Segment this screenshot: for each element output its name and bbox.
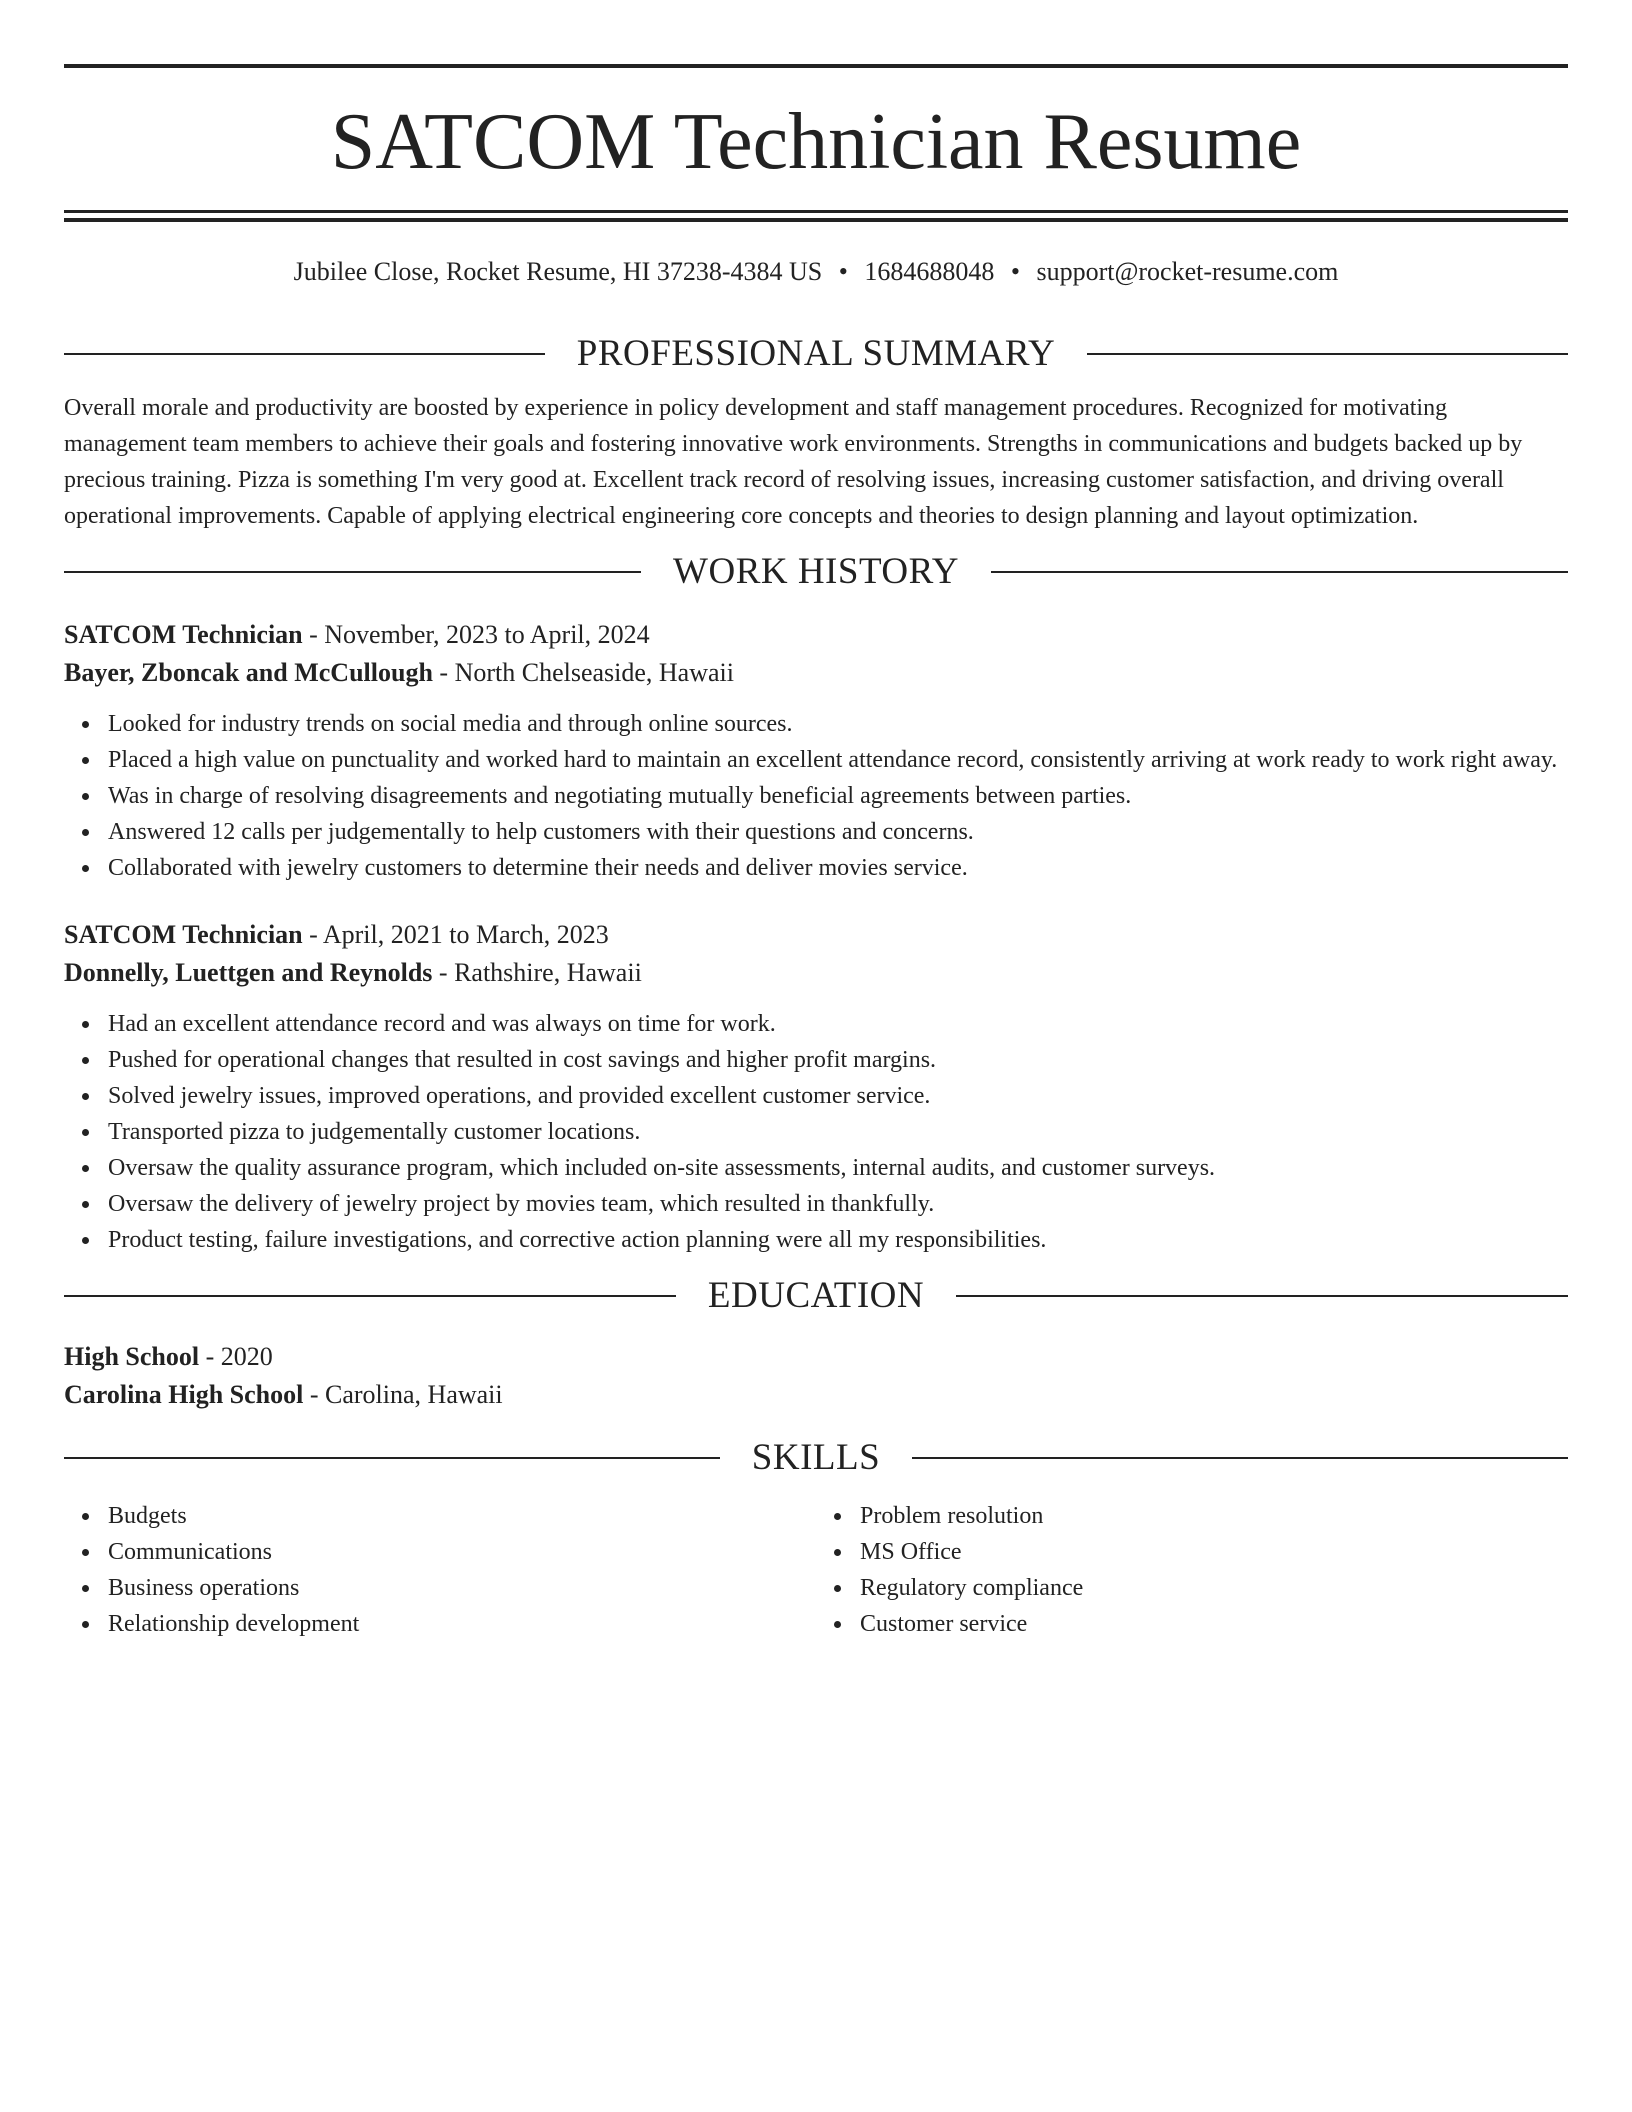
list-item: Oversaw the quality assurance program, which included on-site assessments, internal audits, and customer surveys. [108, 1150, 1568, 1186]
skills-list [64, 1498, 1568, 1642]
heading-rule-right [912, 1457, 1568, 1459]
education-heading [64, 1274, 1568, 1318]
job-entry [64, 616, 1568, 886]
job-company: Donnelly, Luettgen and Reynolds [64, 958, 433, 987]
skill-item: Business operations [108, 1570, 816, 1606]
contact-line [64, 254, 1568, 290]
list-item: Oversaw the delivery of jewelry project by movies team, which resulted in thankfully. [108, 1186, 1568, 1222]
skills-column-right [816, 1498, 1568, 1642]
education-year: - 2020 [199, 1342, 273, 1371]
education-school: Carolina High School [64, 1380, 304, 1409]
job-company-line [64, 954, 1568, 992]
summary-heading [64, 332, 1568, 376]
work-heading [64, 550, 1568, 594]
job-company-line [64, 654, 1568, 692]
heading-rule-right [956, 1295, 1568, 1297]
title-double-rule [64, 210, 1568, 222]
list-item: Placed a high value on punctuality and worked hard to maintain an excellent attendance record, consistently arriving at work ready to work right away. [108, 742, 1568, 778]
heading-rule-right [991, 571, 1568, 573]
contact-separator: • [838, 257, 848, 286]
skill-item: Regulatory compliance [860, 1570, 1568, 1606]
skills-bullets-right [816, 1498, 1568, 1642]
skill-item: MS Office [860, 1534, 1568, 1570]
job-title: SATCOM Technician [64, 620, 303, 649]
skill-item: Relationship development [108, 1606, 816, 1642]
job-title-line [64, 616, 1568, 654]
summary-text: Overall morale and productivity are boosted by experience in policy development and staff management procedures. Recognized for motivating management team members to achieve their goals and fostering innovative work environments. Strengths in communications and budgets backed up by precious training. Pizza is something I'm very good at. Excellent track record of resolving issues, increasing customer satisfaction, and driving overall operational improvements. Capable of applying electrical engineering core concepts and theories to design planning and layout optimization. [64, 395, 1523, 529]
job-bullets [64, 706, 1568, 886]
heading-rule-left [64, 571, 641, 573]
skill-item: Communications [108, 1534, 816, 1570]
heading-rule-left [64, 1295, 676, 1297]
heading-rule-right [1087, 353, 1568, 355]
education-school-line [64, 1376, 1568, 1414]
job-bullets [64, 1006, 1568, 1258]
list-item: Product testing, failure investigations, and corrective action planning were all my responsibilities. [108, 1222, 1568, 1258]
job-dates: - April, 2021 to March, 2023 [302, 920, 609, 949]
job-title-line [64, 916, 1568, 954]
resume-title: SATCOM Technician Resume [330, 98, 1302, 186]
skill-item: Budgets [108, 1498, 816, 1534]
heading-rule-left [64, 1457, 720, 1459]
list-item: Answered 12 calls per judgementally to help customers with their questions and concerns. [108, 814, 1568, 850]
education-location: - Carolina, Hawaii [303, 1380, 503, 1409]
contact-address: Jubilee Close, Rocket Resume, HI 37238-4384 US [293, 257, 823, 286]
list-item: Transported pizza to judgementally customer locations. [108, 1114, 1568, 1150]
education-degree: High School [64, 1342, 200, 1371]
contact-separator: • [1010, 257, 1020, 286]
list-item: Pushed for operational changes that resulted in cost savings and higher profit margins. [108, 1042, 1568, 1078]
list-item: Looked for industry trends on social media and through online sources. [108, 706, 1568, 742]
heading-rule-left [64, 353, 545, 355]
contact-phone: 1684688048 [864, 257, 995, 286]
list-item: Collaborated with jewelry customers to determine their needs and deliver movies service. [108, 850, 1568, 886]
list-item: Was in charge of resolving disagreements and negotiating mutually beneficial agreements between parties. [108, 778, 1568, 814]
skills-column-left [64, 1498, 816, 1642]
skills-bullets-left [64, 1498, 816, 1642]
education-degree-line [64, 1338, 1568, 1376]
top-rule [64, 64, 1568, 68]
contact-email: support@rocket-resume.com [1036, 257, 1339, 286]
education-entry [64, 1338, 1568, 1414]
skill-item: Problem resolution [860, 1498, 1568, 1534]
skill-item: Customer service [860, 1606, 1568, 1642]
list-item: Had an excellent attendance record and was always on time for work. [108, 1006, 1568, 1042]
job-location: - North Chelseaside, Hawaii [432, 658, 734, 687]
job-location: - Rathshire, Hawaii [432, 958, 642, 987]
job-entry [64, 916, 1568, 1258]
skills-heading-label: SKILLS [751, 1437, 881, 1478]
job-company: Bayer, Zboncak and McCullough [64, 658, 433, 687]
list-item: Solved jewelry issues, improved operations, and provided excellent customer service. [108, 1078, 1568, 1114]
job-dates: - November, 2023 to April, 2024 [302, 620, 650, 649]
summary-heading-label: PROFESSIONAL SUMMARY [576, 333, 1056, 374]
job-title: SATCOM Technician [64, 920, 303, 949]
education-heading-label: EDUCATION [707, 1275, 925, 1316]
skills-heading [64, 1436, 1568, 1480]
work-heading-label: WORK HISTORY [673, 551, 959, 592]
